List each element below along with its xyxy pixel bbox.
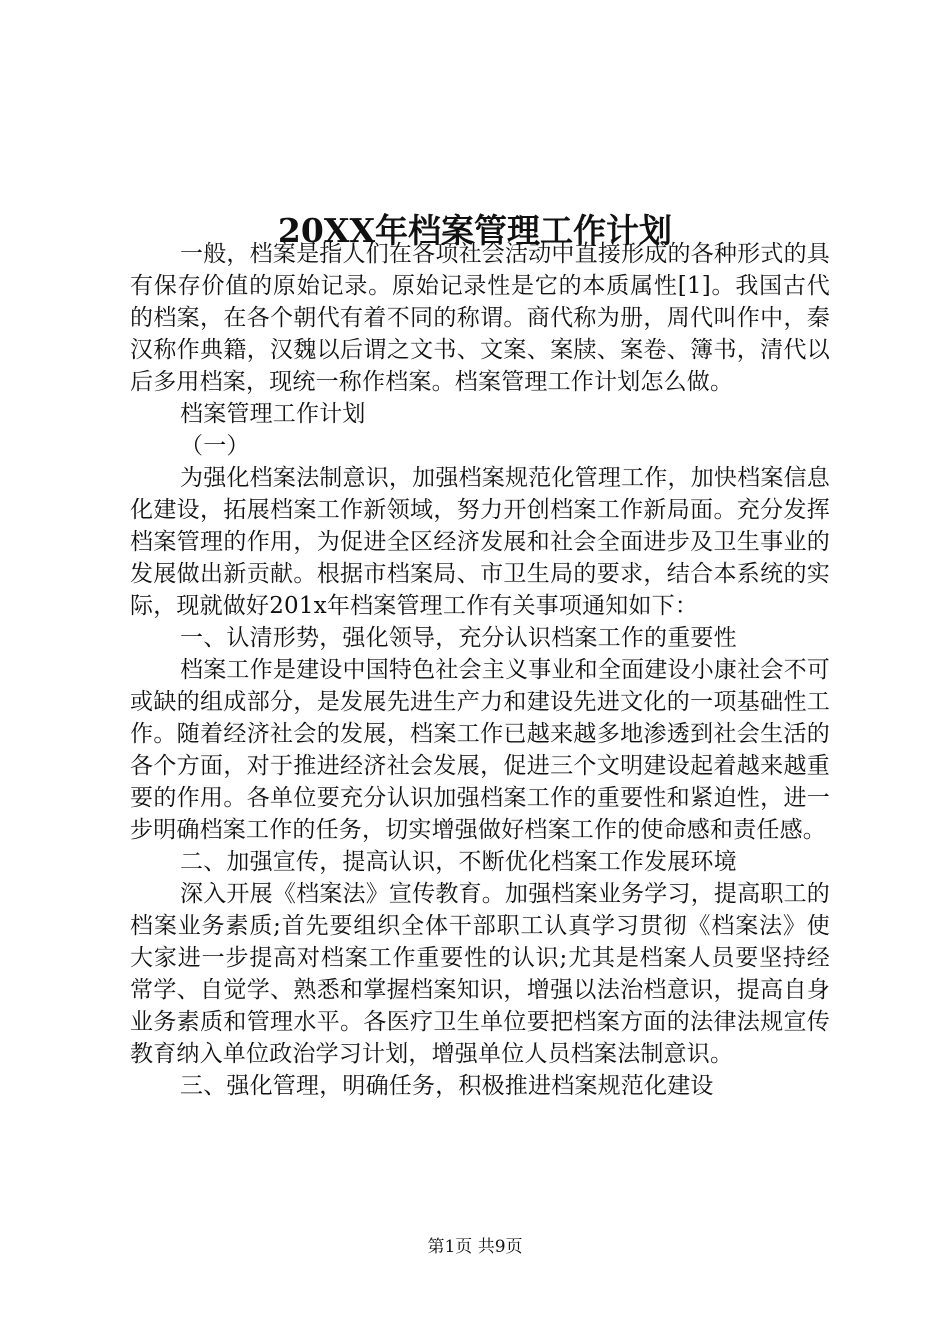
heading-section-two: 二、加强宣传，提高认识，不断优化档案工作发展环境: [180, 849, 737, 875]
paragraph-section-two: 深入开展《档案法》宣传教育。加强档案业务学习，提高职工的档案业务素质;首先要组织全体干部职工认真学习贯彻《档案法》使大家进一步提高对档案工作重要性的认识;尤其是档案人员要坚持经常学、自觉学、熟悉和掌握档案知识，增强以法治档意识，提高自身业务素质和管理水平。各医疗卫生单位要把档案方面的法律法规宣传教育纳入单位政治学习计划，增强单位人员档案法制意识。: [130, 881, 830, 1067]
paragraph-section-number: （一）: [180, 433, 250, 459]
paragraph-purpose: 为强化档案法制意识，加强档案规范化管理工作，加快档案信息化建设，拓展档案工作新领域，努力开创档案工作新局面。充分发挥档案管理的作用，为促进全区经济发展和社会全面进步及卫生事业的发展做出新贡献。根据市档案局、市卫生局的要求，结合本系统的实际，现就做好201x年档案管理工作有关事项通知如下：: [130, 465, 830, 619]
paragraph-subtitle: 档案管理工作计划: [180, 401, 366, 427]
paragraph-section-one: 档案工作是建设中国特色社会主义事业和全面建设小康社会不可或缺的组成部分，是发展先进生产力和建设先进文化的一项基础性工作。随着经济社会的发展，档案工作已越来越多地渗透到社会生活的各个方面，对于推进经济社会发展，促进三个文明建设起着越来越重要的作用。各单位要充分认识加强档案工作的重要性和紧迫性，进一步明确档案工作的任务，切实增强做好档案工作的使命感和责任感。: [130, 657, 830, 843]
heading-section-one: 一、认清形势，强化领导，充分认识档案工作的重要性: [180, 625, 737, 651]
page-footer: 第1页 共9页: [427, 1237, 523, 1257]
document-body: [130, 238, 830, 1102]
document-title: 20XX年档案管理工作计划: [277, 211, 673, 251]
paragraph-intro: 一般，档案是指人们在各项社会活动中直接形成的各种形式的具有保存价值的原始记录。原始记录性是它的本质属性[1]。我国古代的档案，在各个朝代有着不同的称谓。商代称为册，周代叫作中，秦汉称作典籍，汉魏以后谓之文书、文案、案牍、案卷、簿书，清代以后多用档案，现统一称作档案。档案管理工作计划怎么做。: [130, 241, 830, 395]
heading-section-three: 三、强化管理，明确任务，积极推进档案规范化建设: [180, 1073, 714, 1099]
